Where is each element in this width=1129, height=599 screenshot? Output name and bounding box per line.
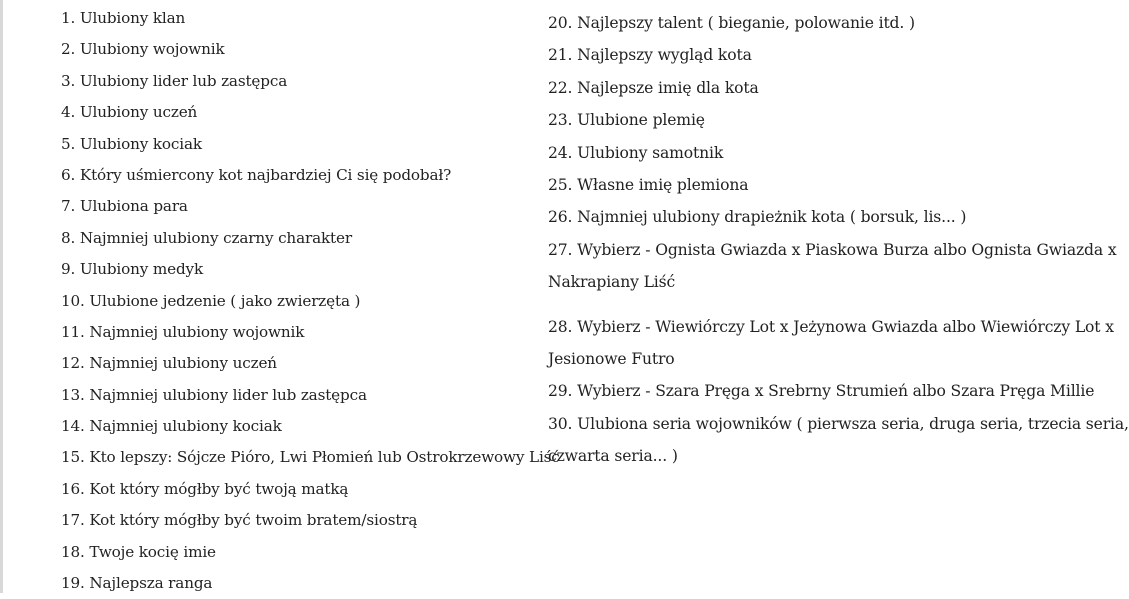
question-item: 4. Ulubiony uczeń [61, 103, 198, 122]
question-item: 24. Ulubiony samotnik [548, 143, 724, 162]
question-item: 5. Ulubiony kociak [61, 134, 202, 153]
question-item: 1. Ulubiony klan [61, 9, 186, 27]
question-item: 7. Ulubiona para [61, 197, 188, 216]
question-item: 10. Ulubione jedzenie ( jako zwierzęta ) [61, 291, 361, 310]
questions-list-right [548, 7, 1129, 472]
questions-list-left [61, 3, 560, 599]
question-item: 20. Najlepszy talent ( bieganie, polowanie itd. ) [548, 14, 915, 32]
page-edge [0, 0, 3, 593]
question-item: 3. Ulubiony lider lub zastępca [61, 71, 288, 90]
question-item: 6. Który uśmiercony kot najbardziej Ci się podobał? [61, 165, 452, 184]
question-item: 26. Najmniej ulubiony drapieżnik kota ( borsuk, lis... ) [548, 208, 967, 227]
question-item: 13. Najmniej ulubiony lider lub zastępca [61, 385, 367, 404]
question-item: 18. Twoje kocię imie [61, 542, 216, 561]
question-item: 19. Najlepsza ranga [61, 574, 213, 593]
question-item-continuation: Nakrapiany Liść [548, 273, 676, 292]
question-item: 12. Najmniej ulubiony uczeń [61, 354, 277, 373]
question-item: 25. Własne imię plemiona [548, 175, 749, 194]
question-item: 28. Wybierz - Wiewiórczy Lot x Jeżynowa Gwiazda albo Wiewiórczy Lot x [548, 317, 1114, 336]
question-item: 30. Ulubiona seria wojowników ( pierwsza seria, druga seria, trzecia seria, [548, 414, 1129, 433]
question-item: 8. Najmniej ulubiony czarny charakter [61, 228, 352, 247]
question-item: 9. Ulubiony medyk [61, 260, 204, 279]
question-item: 27. Wybierz - Ognista Gwiazda x Piaskowa Burza albo Ognista Gwiazda x [548, 240, 1117, 259]
question-item: 29. Wybierz - Szara Pręga x Srebrny Strumień albo Szara Pręga Millie [548, 382, 1095, 401]
question-item-continuation: czwarta seria... ) [548, 447, 678, 466]
question-item: 22. Najlepsze imię dla kota [548, 78, 759, 97]
question-item: 15. Kto lepszy: Sójcze Pióro, Lwi Płomień lub Ostrokrzewowy Liść [61, 448, 560, 467]
question-item: 16. Kot który mógłby być twoją matką [61, 479, 349, 498]
question-item: 11. Najmniej ulubiony wojownik [61, 322, 305, 341]
question-item: 17. Kot który mógłby być twoim bratem/siostrą [61, 511, 418, 530]
question-item: 23. Ulubione plemię [548, 111, 705, 130]
question-item: 2. Ulubiony wojownik [61, 40, 225, 59]
question-item: 14. Najmniej ulubiony kociak [61, 417, 282, 436]
question-item: 21. Najlepszy wygląd kota [548, 46, 752, 65]
question-item-continuation: Jesionowe Futro [548, 349, 675, 368]
